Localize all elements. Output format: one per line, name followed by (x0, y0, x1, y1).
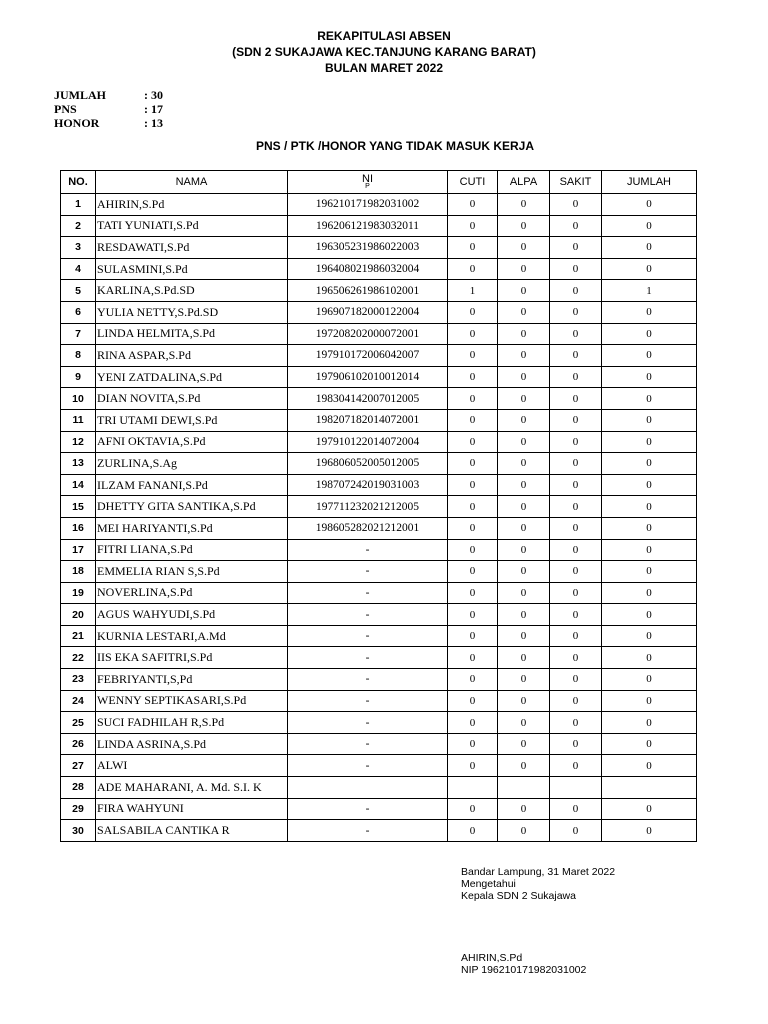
cell-nip: 197910172006042007 (288, 345, 448, 367)
table-row (61, 215, 697, 237)
cell-nip: 196206121983032011 (288, 215, 448, 237)
summary-value: : 13 (144, 116, 163, 130)
cell-alpa: 0 (498, 388, 550, 410)
summary-jumlah (54, 88, 163, 102)
table-row (61, 258, 697, 280)
cell-no: 21 (61, 625, 96, 647)
header-jumlah: JUMLAH (602, 171, 697, 194)
cell-cuti: 0 (448, 582, 498, 604)
cell-nama: ILZAM FANANI,S.Pd (96, 474, 288, 496)
cell-cuti: 0 (448, 669, 498, 691)
cell-nama: ZURLINA,S.Ag (96, 453, 288, 475)
table-row (61, 798, 697, 820)
cell-nip: - (288, 690, 448, 712)
cell-alpa: 0 (498, 453, 550, 475)
cell-alpa: 0 (498, 733, 550, 755)
cell-jumlah: 0 (602, 258, 697, 280)
signature-block (461, 866, 615, 902)
cell-no: 23 (61, 669, 96, 691)
table-row (61, 712, 697, 734)
cell-cuti: 0 (448, 474, 498, 496)
cell-nama: RESDAWATI,S.Pd (96, 237, 288, 259)
cell-alpa: 0 (498, 561, 550, 583)
cell-nama: WENNY SEPTIKASARI,S.Pd (96, 690, 288, 712)
cell-jumlah: 0 (602, 539, 697, 561)
cell-sakit: 0 (550, 194, 602, 216)
cell-jumlah (602, 777, 697, 799)
cell-alpa: 0 (498, 323, 550, 345)
cell-nama: SUCI FADHILAH R,S.Pd (96, 712, 288, 734)
table-body (61, 194, 697, 842)
cell-alpa: 0 (498, 798, 550, 820)
cell-no: 18 (61, 561, 96, 583)
header-nip-bottom: P (365, 183, 370, 190)
cell-jumlah: 0 (602, 798, 697, 820)
cell-nama: ADE MAHARANI, A. Md. S.I. K (96, 777, 288, 799)
cell-sakit: 0 (550, 280, 602, 302)
table-row (61, 323, 697, 345)
cell-no: 5 (61, 280, 96, 302)
header-no: NO. (61, 171, 96, 194)
cell-nama: MEI HARIYANTI,S.Pd (96, 517, 288, 539)
cell-jumlah: 0 (602, 388, 697, 410)
cell-no: 28 (61, 777, 96, 799)
table-row (61, 539, 697, 561)
cell-alpa: 0 (498, 820, 550, 842)
cell-alpa: 0 (498, 345, 550, 367)
cell-nama: YENI ZATDALINA,S.Pd (96, 366, 288, 388)
cell-alpa: 0 (498, 647, 550, 669)
cell-no: 6 (61, 301, 96, 323)
cell-alpa: 0 (498, 194, 550, 216)
table-row (61, 237, 697, 259)
table-row (61, 280, 697, 302)
cell-alpa: 0 (498, 690, 550, 712)
cell-alpa: 0 (498, 712, 550, 734)
cell-nama: TATI YUNIATI,S.Pd (96, 215, 288, 237)
cell-cuti: 0 (448, 215, 498, 237)
cell-sakit: 0 (550, 798, 602, 820)
cell-alpa: 0 (498, 301, 550, 323)
cell-jumlah: 0 (602, 496, 697, 518)
signature-place-date: Bandar Lampung, 31 Maret 2022 (461, 866, 616, 878)
cell-sakit: 0 (550, 625, 602, 647)
cell-jumlah: 0 (602, 237, 697, 259)
cell-alpa: 0 (498, 409, 550, 431)
cell-alpa: 0 (498, 669, 550, 691)
cell-jumlah: 0 (602, 712, 697, 734)
table-row (61, 345, 697, 367)
cell-alpa: 0 (498, 237, 550, 259)
header-cuti: CUTI (448, 171, 498, 194)
cell-no: 16 (61, 517, 96, 539)
cell-nama: KARLINA,S.Pd.SD (96, 280, 288, 302)
cell-nama: FEBRIYANTI,S,Pd (96, 669, 288, 691)
cell-sakit: 0 (550, 453, 602, 475)
report-title: REKAPITULASI ABSEN (317, 29, 451, 43)
cell-sakit: 0 (550, 215, 602, 237)
cell-no: 22 (61, 647, 96, 669)
cell-sakit: 0 (550, 604, 602, 626)
cell-nama: DIAN NOVITA,S.Pd (96, 388, 288, 410)
cell-alpa: 0 (498, 517, 550, 539)
cell-nip: 198304142007012005 (288, 388, 448, 410)
cell-jumlah: 0 (602, 517, 697, 539)
cell-nip: - (288, 733, 448, 755)
cell-cuti: 0 (448, 388, 498, 410)
cell-nama: DHETTY GITA SANTIKA,S.Pd (96, 496, 288, 518)
cell-no: 1 (61, 194, 96, 216)
cell-nip: - (288, 755, 448, 777)
cell-alpa: 0 (498, 215, 550, 237)
cell-sakit: 0 (550, 647, 602, 669)
cell-alpa: 0 (498, 280, 550, 302)
cell-alpa (498, 777, 550, 799)
cell-no: 26 (61, 733, 96, 755)
cell-no: 29 (61, 798, 96, 820)
cell-cuti: 0 (448, 690, 498, 712)
cell-nip: - (288, 561, 448, 583)
cell-sakit: 0 (550, 323, 602, 345)
cell-nip: 197910122014072004 (288, 431, 448, 453)
cell-nama: FIRA WAHYUNI (96, 798, 288, 820)
cell-cuti: 0 (448, 712, 498, 734)
cell-jumlah: 0 (602, 582, 697, 604)
cell-nama: YULIA NETTY,S.Pd.SD (96, 301, 288, 323)
table-row (61, 474, 697, 496)
cell-nama: ALWI (96, 755, 288, 777)
cell-cuti: 0 (448, 517, 498, 539)
cell-cuti: 0 (448, 798, 498, 820)
cell-jumlah: 0 (602, 755, 697, 777)
cell-no: 10 (61, 388, 96, 410)
table-row (61, 496, 697, 518)
cell-cuti: 0 (448, 733, 498, 755)
table-row (61, 409, 697, 431)
cell-nama: AHIRIN,S.Pd (96, 194, 288, 216)
cell-jumlah: 0 (602, 733, 697, 755)
cell-sakit: 0 (550, 733, 602, 755)
summary-value: : 30 (144, 88, 163, 102)
cell-sakit: 0 (550, 237, 602, 259)
table-header-row (61, 171, 697, 194)
cell-nama: SULASMINI,S.Pd (96, 258, 288, 280)
cell-cuti: 0 (448, 755, 498, 777)
attendance-table (60, 170, 697, 842)
cell-sakit: 0 (550, 345, 602, 367)
cell-jumlah: 0 (602, 215, 697, 237)
cell-cuti: 0 (448, 366, 498, 388)
cell-alpa: 0 (498, 604, 550, 626)
cell-sakit: 0 (550, 366, 602, 388)
header-nip-top: NI (362, 173, 373, 185)
cell-nip (288, 777, 448, 799)
cell-alpa: 0 (498, 474, 550, 496)
cell-nip: 196210171982031002 (288, 194, 448, 216)
cell-nip: - (288, 820, 448, 842)
cell-jumlah: 0 (602, 453, 697, 475)
cell-sakit: 0 (550, 301, 602, 323)
cell-nip: - (288, 712, 448, 734)
cell-no: 12 (61, 431, 96, 453)
cell-nip: - (288, 539, 448, 561)
summary-value: : 17 (144, 102, 163, 116)
cell-nama: KURNIA LESTARI,A.Md (96, 625, 288, 647)
cell-no: 8 (61, 345, 96, 367)
cell-jumlah: 0 (602, 690, 697, 712)
cell-sakit: 0 (550, 561, 602, 583)
cell-sakit: 0 (550, 431, 602, 453)
table-row (61, 194, 697, 216)
table-row (61, 431, 697, 453)
signature-position: Kepala SDN 2 Sukajawa (461, 890, 576, 902)
cell-no: 13 (61, 453, 96, 475)
cell-jumlah: 0 (602, 474, 697, 496)
cell-nip: 198207182014072001 (288, 409, 448, 431)
cell-cuti: 0 (448, 496, 498, 518)
header-nip-label (288, 174, 447, 190)
table-row (61, 604, 697, 626)
cell-no: 15 (61, 496, 96, 518)
cell-jumlah: 1 (602, 280, 697, 302)
cell-alpa: 0 (498, 258, 550, 280)
cell-alpa: 0 (498, 539, 550, 561)
table-row (61, 733, 697, 755)
cell-jumlah: 0 (602, 669, 697, 691)
cell-no: 9 (61, 366, 96, 388)
cell-nip: 196506261986102001 (288, 280, 448, 302)
cell-jumlah: 0 (602, 366, 697, 388)
cell-cuti: 0 (448, 625, 498, 647)
cell-cuti: 0 (448, 258, 498, 280)
cell-cuti: 0 (448, 539, 498, 561)
cell-no: 14 (61, 474, 96, 496)
table-row (61, 453, 697, 475)
cell-jumlah: 0 (602, 647, 697, 669)
table-row (61, 625, 697, 647)
cell-jumlah: 0 (602, 561, 697, 583)
cell-cuti: 0 (448, 453, 498, 475)
cell-cuti: 0 (448, 237, 498, 259)
cell-jumlah: 0 (602, 194, 697, 216)
cell-nama: NOVERLINA,S.Pd (96, 582, 288, 604)
cell-alpa: 0 (498, 431, 550, 453)
cell-no: 7 (61, 323, 96, 345)
cell-no: 11 (61, 409, 96, 431)
cell-alpa: 0 (498, 625, 550, 647)
cell-nama: LINDA ASRINA,S.Pd (96, 733, 288, 755)
cell-jumlah: 0 (602, 604, 697, 626)
cell-nama: AFNI OKTAVIA,S.Pd (96, 431, 288, 453)
cell-cuti: 0 (448, 820, 498, 842)
cell-nip: - (288, 798, 448, 820)
cell-jumlah: 0 (602, 345, 697, 367)
cell-nama: FITRI LIANA,S.Pd (96, 539, 288, 561)
summary-honor (54, 116, 163, 130)
cell-sakit (550, 777, 602, 799)
cell-nip: 196305231986022003 (288, 237, 448, 259)
cell-nip: 196408021986032004 (288, 258, 448, 280)
table-row (61, 582, 697, 604)
report-period: BULAN MARET 2022 (324, 61, 444, 75)
cell-cuti: 0 (448, 301, 498, 323)
table-row (61, 690, 697, 712)
table-subtitle: PNS / PTK /HONOR YANG TIDAK MASUK KERJA (255, 139, 535, 153)
table-row (61, 755, 697, 777)
table-row (61, 301, 697, 323)
cell-sakit: 0 (550, 539, 602, 561)
cell-nama: TRI UTAMI DEWI,S.Pd (96, 409, 288, 431)
cell-cuti: 0 (448, 345, 498, 367)
cell-no: 4 (61, 258, 96, 280)
cell-nama: RINA ASPAR,S.Pd (96, 345, 288, 367)
cell-cuti: 0 (448, 647, 498, 669)
header-nip (288, 171, 448, 194)
cell-sakit: 0 (550, 496, 602, 518)
cell-jumlah: 0 (602, 625, 697, 647)
table-row (61, 669, 697, 691)
cell-nama: EMMELIA RIAN S,S.Pd (96, 561, 288, 583)
cell-alpa: 0 (498, 366, 550, 388)
cell-cuti: 0 (448, 194, 498, 216)
cell-sakit: 0 (550, 820, 602, 842)
summary-pns (54, 102, 163, 116)
school-name: (SDN 2 SUKAJAWA KEC.TANJUNG KARANG BARAT) (232, 45, 536, 59)
cell-nip: - (288, 604, 448, 626)
cell-sakit: 0 (550, 474, 602, 496)
cell-alpa: 0 (498, 582, 550, 604)
table-row (61, 517, 697, 539)
cell-sakit: 0 (550, 712, 602, 734)
cell-jumlah: 0 (602, 323, 697, 345)
cell-cuti: 0 (448, 604, 498, 626)
cell-sakit: 0 (550, 409, 602, 431)
cell-sakit: 0 (550, 517, 602, 539)
cell-no: 2 (61, 215, 96, 237)
summary-label: HONOR (54, 116, 100, 130)
cell-nip: 196806052005012005 (288, 453, 448, 475)
cell-cuti: 0 (448, 431, 498, 453)
cell-no: 19 (61, 582, 96, 604)
cell-no: 27 (61, 755, 96, 777)
cell-nip: - (288, 582, 448, 604)
cell-cuti (448, 777, 498, 799)
summary-block (54, 88, 163, 130)
cell-nip: - (288, 669, 448, 691)
cell-nip: 196907182000122004 (288, 301, 448, 323)
cell-nip: - (288, 625, 448, 647)
summary-label: PNS (54, 102, 77, 116)
cell-sakit: 0 (550, 755, 602, 777)
table-row (61, 647, 697, 669)
cell-cuti: 0 (448, 323, 498, 345)
cell-no: 17 (61, 539, 96, 561)
cell-sakit: 0 (550, 388, 602, 410)
cell-nip: 197208202000072001 (288, 323, 448, 345)
cell-jumlah: 0 (602, 409, 697, 431)
cell-alpa: 0 (498, 755, 550, 777)
cell-nip: - (288, 647, 448, 669)
cell-no: 25 (61, 712, 96, 734)
signatory-nip: NIP 196210171982031002 (461, 964, 587, 976)
cell-sakit: 0 (550, 582, 602, 604)
cell-jumlah: 0 (602, 820, 697, 842)
signatory (461, 952, 586, 976)
cell-sakit: 0 (550, 690, 602, 712)
cell-cuti: 0 (448, 409, 498, 431)
cell-nip: 197711232021212005 (288, 496, 448, 518)
cell-nama: AGUS WAHYUDI,S.Pd (96, 604, 288, 626)
summary-label: JUMLAH (54, 88, 106, 102)
cell-no: 3 (61, 237, 96, 259)
cell-sakit: 0 (550, 258, 602, 280)
cell-jumlah: 0 (602, 301, 697, 323)
header-alpa: ALPA (498, 171, 550, 194)
cell-cuti: 0 (448, 561, 498, 583)
cell-nip: 198707242019031003 (288, 474, 448, 496)
cell-jumlah: 0 (602, 431, 697, 453)
table-row (61, 777, 697, 799)
cell-nip: 197906102010012014 (288, 366, 448, 388)
table-row (61, 366, 697, 388)
cell-alpa: 0 (498, 496, 550, 518)
header-sakit: SAKIT (550, 171, 602, 194)
cell-nama: LINDA HELMITA,S.Pd (96, 323, 288, 345)
table-row (61, 820, 697, 842)
cell-no: 24 (61, 690, 96, 712)
cell-cuti: 1 (448, 280, 498, 302)
table-row (61, 388, 697, 410)
cell-nip: 198605282021212001 (288, 517, 448, 539)
cell-nama: IIS EKA SAFITRI,S.Pd (96, 647, 288, 669)
signature-acknowledged: Mengetahui (461, 878, 516, 890)
table-row (61, 561, 697, 583)
cell-no: 20 (61, 604, 96, 626)
signatory-name: AHIRIN,S.Pd (461, 952, 523, 964)
header-nama: NAMA (96, 171, 288, 194)
cell-sakit: 0 (550, 669, 602, 691)
cell-nama: SALSABILA CANTIKA R (96, 820, 288, 842)
cell-no: 30 (61, 820, 96, 842)
